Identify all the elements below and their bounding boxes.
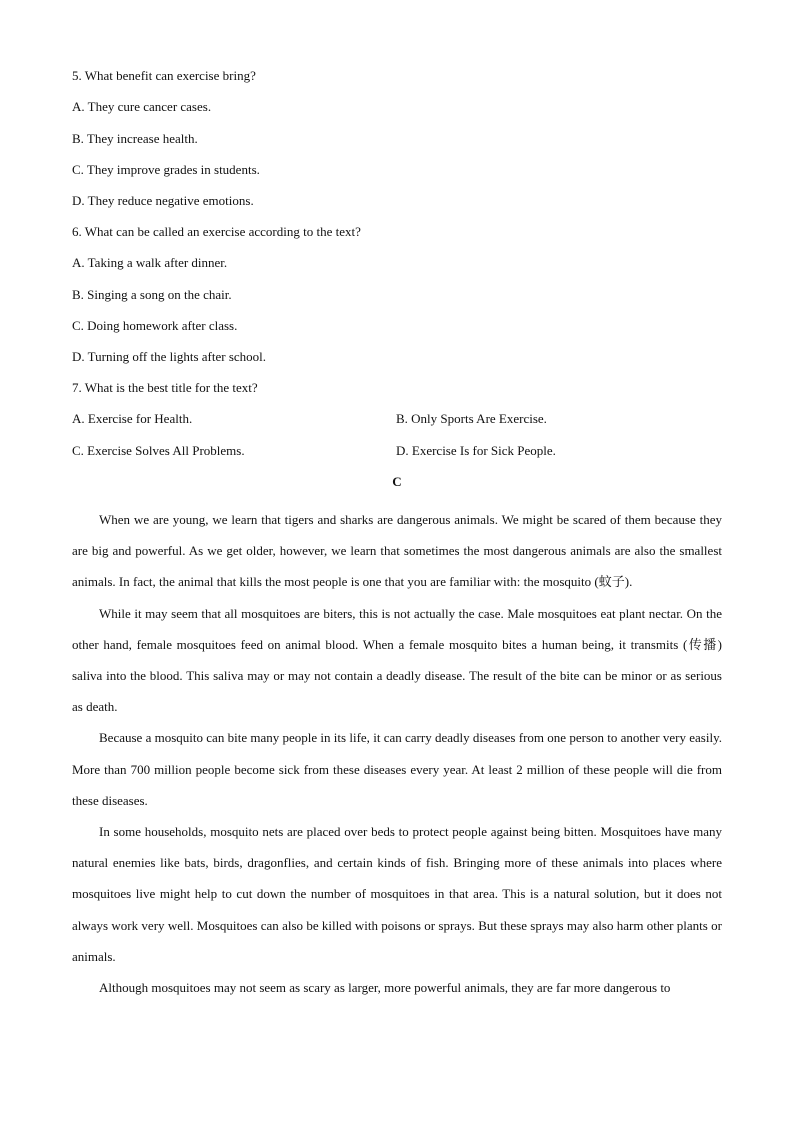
question-5-option-c: C. They improve grades in students. bbox=[72, 162, 260, 177]
question-5-option-d: D. They reduce negative emotions. bbox=[72, 193, 254, 208]
question-7-option-b: B. Only Sports Are Exercise. bbox=[396, 411, 547, 426]
passage-paragraph-3: Because a mosquito can bite many people in its life, it can carry deadly diseases from one person to another very easily. More than 700 million people become sick from these diseases every year. At least 2 million of these people will die from these diseases. bbox=[72, 730, 722, 808]
question-5-option-a: A. They cure cancer cases. bbox=[72, 99, 212, 114]
passage-paragraph-1: When we are young, we learn that tigers and sharks are dangerous animals. We might be scared of them because they are big and powerful. As we get older, however, we learn that sometimes the most dangerous animals are also the smallest animals. In fact, the animal that kills the most people is one that you are familiar with: the mosquito (蚊子). bbox=[72, 512, 722, 590]
passage-paragraph-5: Although mosquitoes may not seem as scary as larger, more powerful animals, they are far more dangerous to bbox=[99, 980, 671, 996]
question-5-stem: 5. What benefit can exercise bring? bbox=[72, 68, 256, 83]
passage-paragraph-4: In some households, mosquito nets are placed over beds to protect people against being bitten. Mosquitoes have many natural enemies like bats, birds, dragonflies, and certain kinds of fish. Bringing more of these animals into places where mosquitoes live might help to cut down the number of mosquitoes in that area. This is a natural solution, but it does not always work very well. Mosquitoes can also be killed with poisons or sprays. But these sprays may also harm other plants or animals. bbox=[72, 824, 722, 964]
question-7-option-a: A. Exercise for Health. bbox=[72, 411, 193, 426]
question-7-stem: 7. What is the best title for the text? bbox=[72, 380, 258, 395]
question-7-option-c: C. Exercise Solves All Problems. bbox=[72, 443, 245, 458]
question-6-option-b: B. Singing a song on the chair. bbox=[72, 287, 232, 302]
question-7-option-d: D. Exercise Is for Sick People. bbox=[396, 443, 556, 458]
question-6-option-c: C. Doing homework after class. bbox=[72, 318, 238, 333]
reading-passage bbox=[72, 504, 722, 1003]
question-6-stem: 6. What can be called an exercise according to the text? bbox=[72, 224, 361, 239]
question-6-option-a: A. Taking a walk after dinner. bbox=[72, 255, 228, 270]
question-5-option-b: B. They increase health. bbox=[72, 131, 198, 146]
section-heading: C bbox=[392, 474, 402, 489]
passage-paragraph-2: While it may seem that all mosquitoes are biters, this is not actually the case. Male mosquitoes eat plant nectar. On the other hand, female mosquitoes feed on animal blood. When a female mosquito bites a human being, it transmits (传播) saliva into the blood. This saliva may or may not contain a deadly disease. The result of the bite can be minor or as serious as death. bbox=[72, 605, 722, 715]
question-6-option-d: D. Turning off the lights after school. bbox=[72, 349, 267, 364]
